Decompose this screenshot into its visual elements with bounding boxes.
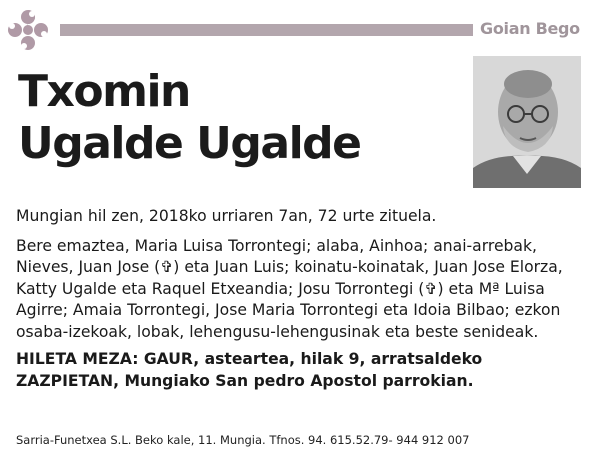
funeral-home-contact: Sarria-Funetxea S.L. Beko kale, 11. Mungia. Tfnos. 94. 615.52.79- 944 912 007 xyxy=(16,433,470,447)
deceased-name xyxy=(18,66,361,170)
death-announcement: Mungian hil zen, 2018ko urriaren 7an, 72 urte zituela. xyxy=(16,207,437,225)
funeral-mass-info: HILETA MEZA: GAUR, asteartea, hilak 9, arratsaldeko ZAZPIETAN, Mungiako San pedro Apostol parrokian. xyxy=(16,350,483,390)
deceased-surname: Ugalde Ugalde xyxy=(18,118,361,169)
family-list: Bere emaztea, Maria Luisa Torrontegi; alaba, Ainhoa; anai-arrebak, Nieves, Juan Jose (✞) eta Juan Luis; koinatu-koinatak, Juan Jose Elorza, Katty Ugalde eta Raquel Etxeandia; Josu Torrontegi (✞) eta Mª Luisa Agirre; Amaia Torrontegi, Jose Maria Torrontegi eta Idoia Bilbao; ezkon osaba-izekoak, lobak, lehengusu-lehengusinak eta beste senideak. xyxy=(16,236,563,341)
deceased-first-name: Txomin xyxy=(18,66,190,117)
header-bar xyxy=(60,24,473,36)
portrait-photo xyxy=(473,56,581,188)
lauburu-logo-icon xyxy=(6,8,50,52)
notice-body xyxy=(16,206,586,398)
portrait-image xyxy=(473,56,581,188)
brand-title: Goian Bego xyxy=(480,19,580,38)
